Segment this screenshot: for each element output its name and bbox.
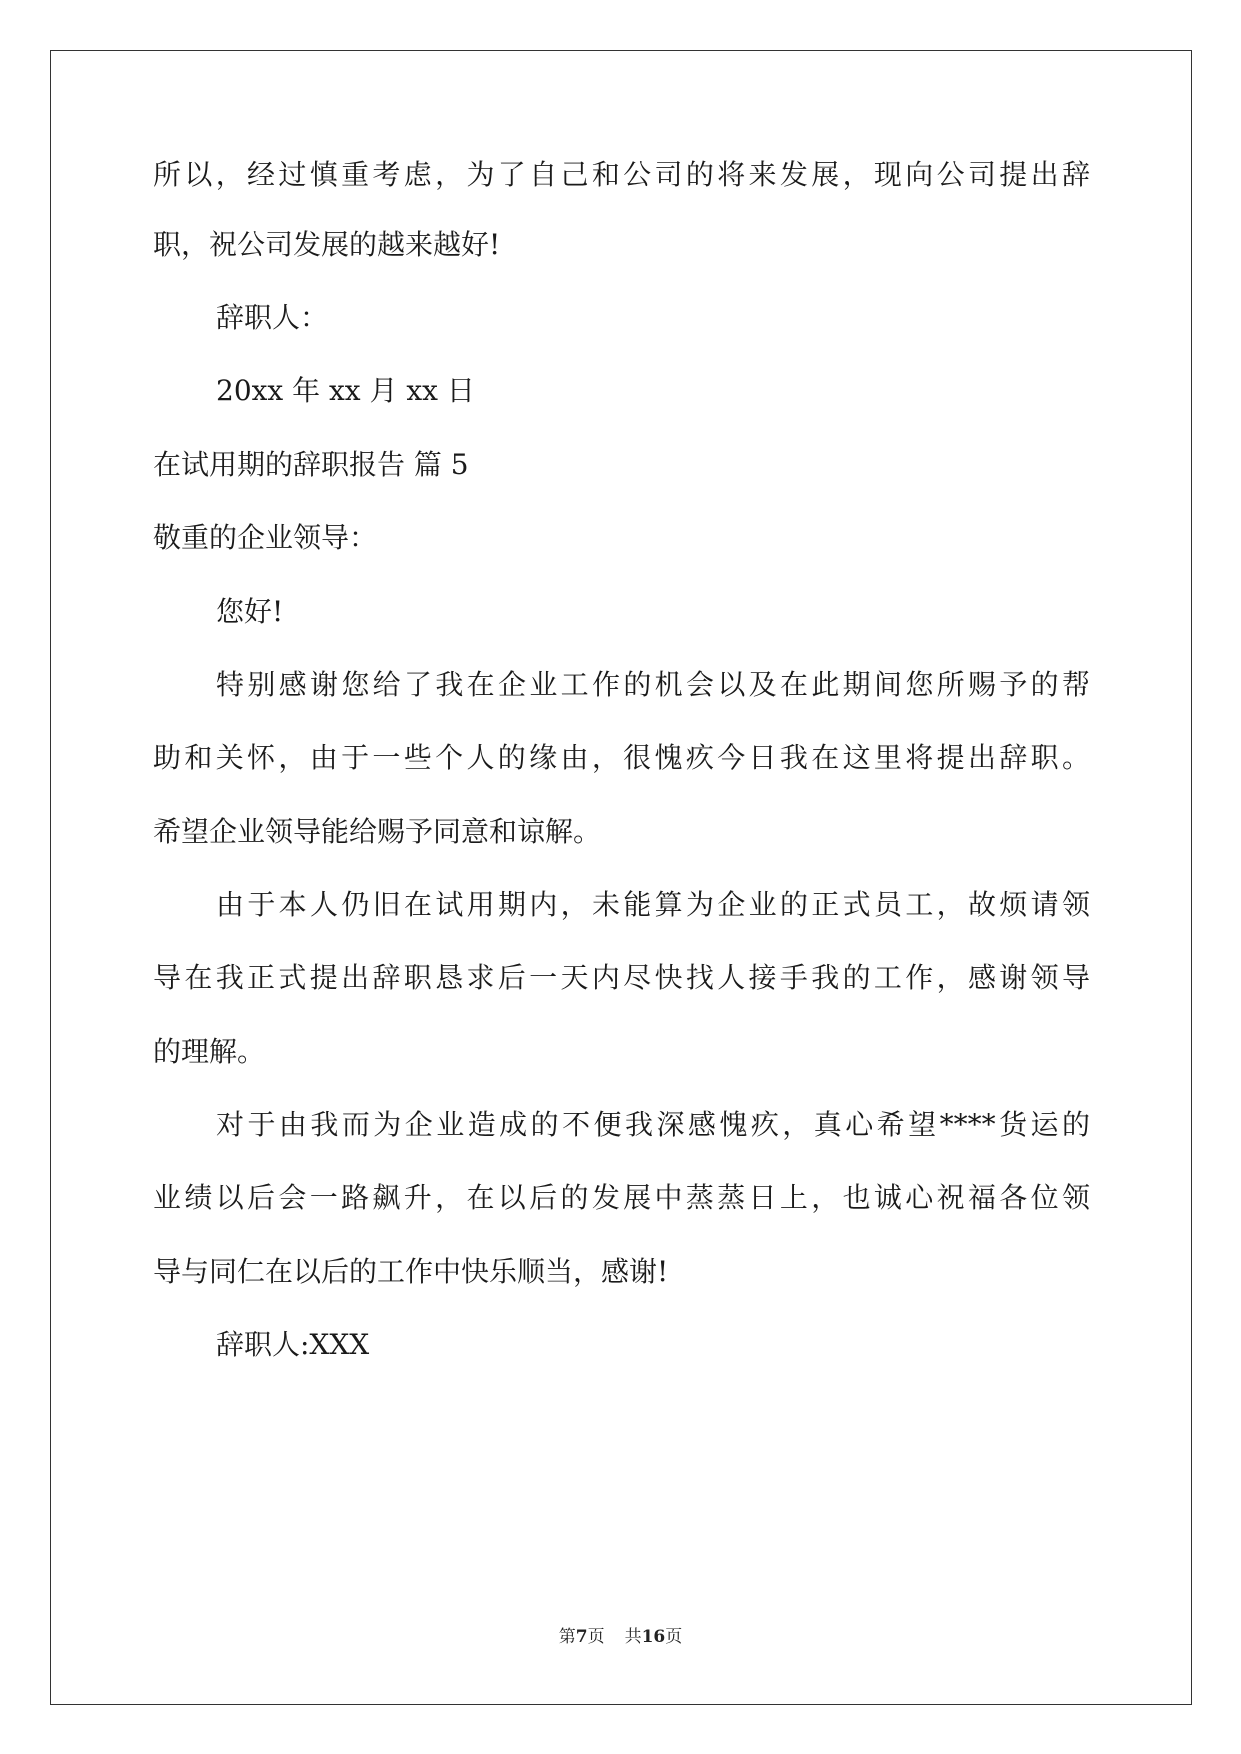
paragraph-line: 所以，经过慎重考虑，为了自己和公司的将来发展，现向公司提出辞 [153,158,1090,191]
salutation: 敬重的企业领导： [153,521,378,554]
page-prefix: 第 [558,1627,576,1647]
total-pages: 16 [641,1627,666,1647]
paragraph-line: 导与同仁在以后的工作中快乐顺当，感谢! [153,1255,669,1288]
signature-line: 辞职人:XXX [216,1328,370,1361]
paragraph-line: 业绩以后会一路飙升，在以后的发展中蒸蒸日上，也诚心祝福各位领 [153,1181,1090,1214]
section-heading: 在试用期的辞职报告 篇 5 [153,448,469,481]
paragraph-line: 特别感谢您给了我在企业工作的机会以及在此期间您所赐予的帮 [216,668,1090,701]
greeting: 您好! [216,595,284,628]
paragraph-line: 希望企业领导能给赐予同意和谅解。 [153,815,602,848]
paragraph-line: 职，祝公司发展的越来越好! [153,228,501,261]
paragraph-line: 导在我正式提出辞职恳求后一天内尽快找人接手我的工作，感谢领导 [153,961,1090,994]
paragraph-line: 助和关怀，由于一些个人的缘由，很愧疚今日我在这里将提出辞职。 [153,741,1090,774]
paragraph-line: 对于由我而为企业造成的不便我深感愧疚，真心希望****货运的 [216,1108,1090,1141]
paragraph-line: 的理解。 [153,1035,266,1068]
page-number: 7 [575,1627,588,1647]
signature-label: 辞职人： [216,301,329,334]
total-suffix: 页 [665,1627,683,1647]
paragraph-line: 由于本人仍旧在试用期内，未能算为企业的正式员工，故烦请领 [216,888,1090,921]
page-suffix: 页 [587,1627,605,1647]
page-footer [0,1626,1241,1648]
date-line: 20xx 年 xx 月 xx 日 [216,374,475,407]
total-prefix: 共 [624,1627,642,1647]
